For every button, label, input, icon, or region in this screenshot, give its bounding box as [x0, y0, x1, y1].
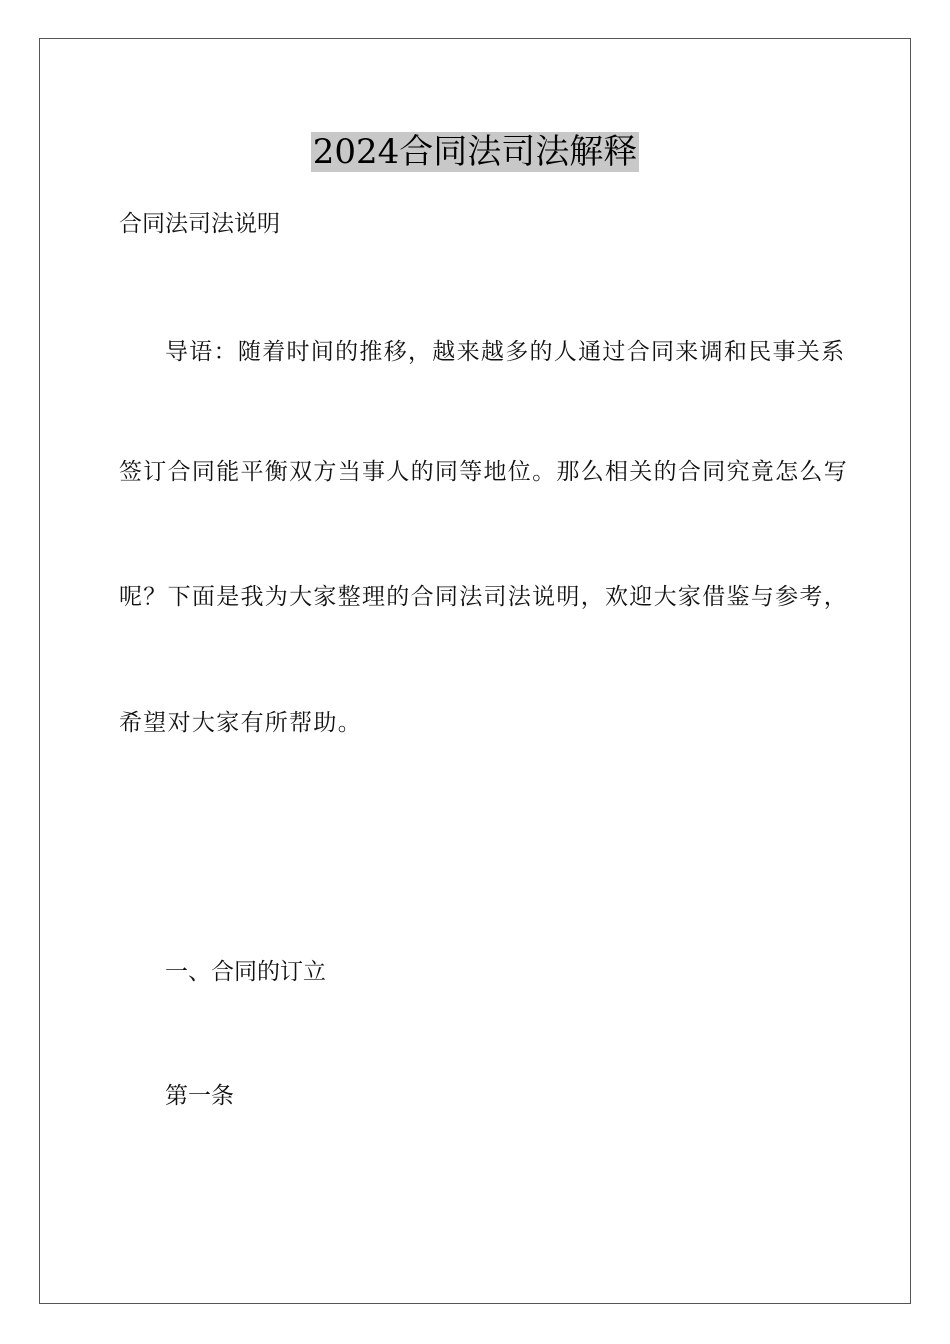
intro-line-2: 签订合同能平衡双方当事人的同等地位。那么相关的合同究竟怎么写: [119, 459, 848, 485]
intro-line-3: 呢？下面是我为大家整理的合同法司法说明，欢迎大家借鉴与参考，: [119, 584, 848, 610]
document-page: [39, 38, 911, 1304]
document-title-text: 2024合同法司法解释: [312, 132, 638, 172]
article-label: 第一条: [165, 1083, 234, 1109]
document-title: [40, 131, 910, 173]
section-heading: 一、合同的订立: [165, 959, 326, 985]
intro-line-1: 导语：随着时间的推移，越来越多的人通过合同来调和民事关系: [165, 339, 846, 365]
document-subtitle: 合同法司法说明: [119, 211, 280, 237]
intro-line-4: 希望对大家有所帮助。: [119, 710, 362, 736]
